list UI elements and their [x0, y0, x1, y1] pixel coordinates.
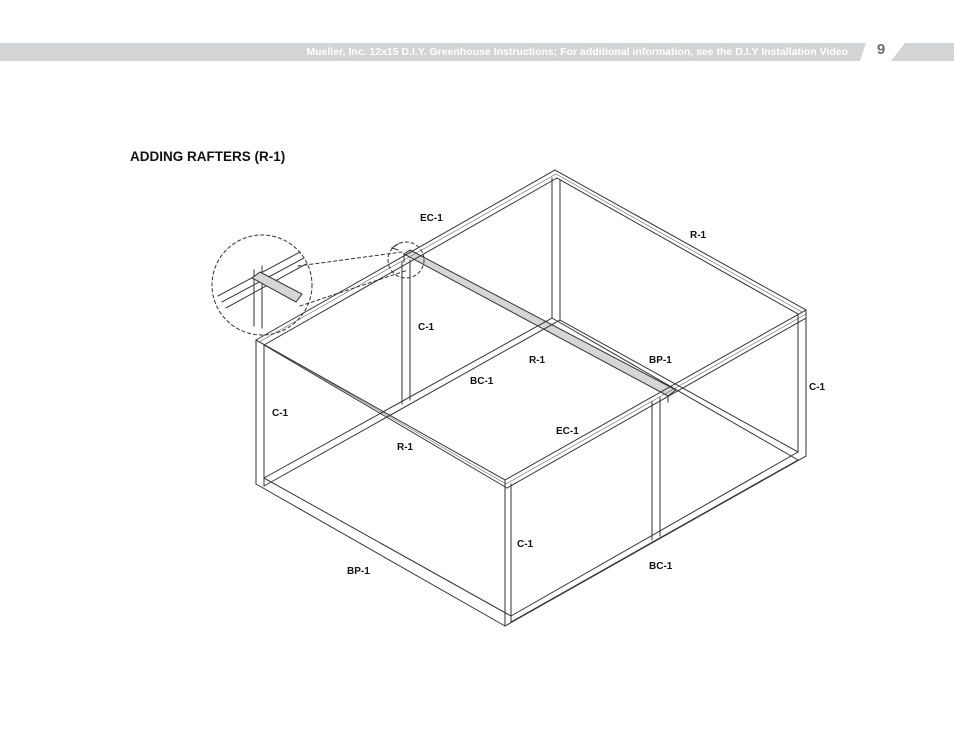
label-c1-front: C-1	[517, 539, 534, 550]
highlighted-rafter	[404, 250, 676, 396]
label-bc1-back: BC-1	[470, 376, 494, 387]
label-bc1-front: BC-1	[649, 561, 673, 572]
label-c1-inner: C-1	[418, 322, 435, 333]
label-bp1-front: BP-1	[347, 566, 370, 577]
header-text: Mueller, Inc. 12x15 D.I.Y. Greenhouse Instructions; For additional information, see the D.I.Y Installation Video	[306, 46, 848, 58]
label-c1-right: C-1	[809, 382, 826, 393]
label-ec1-front: EC-1	[556, 426, 579, 437]
label-c1-left: C-1	[272, 408, 289, 419]
label-bp1-back: BP-1	[649, 355, 672, 366]
label-ec1-top: EC-1	[420, 213, 443, 224]
label-r1-front: R-1	[397, 442, 414, 453]
label-r1-center: R-1	[529, 355, 546, 366]
label-r1-back: R-1	[690, 230, 707, 241]
page-number: 9	[876, 41, 886, 58]
section-title: ADDING RAFTERS (R-1)	[130, 149, 286, 164]
